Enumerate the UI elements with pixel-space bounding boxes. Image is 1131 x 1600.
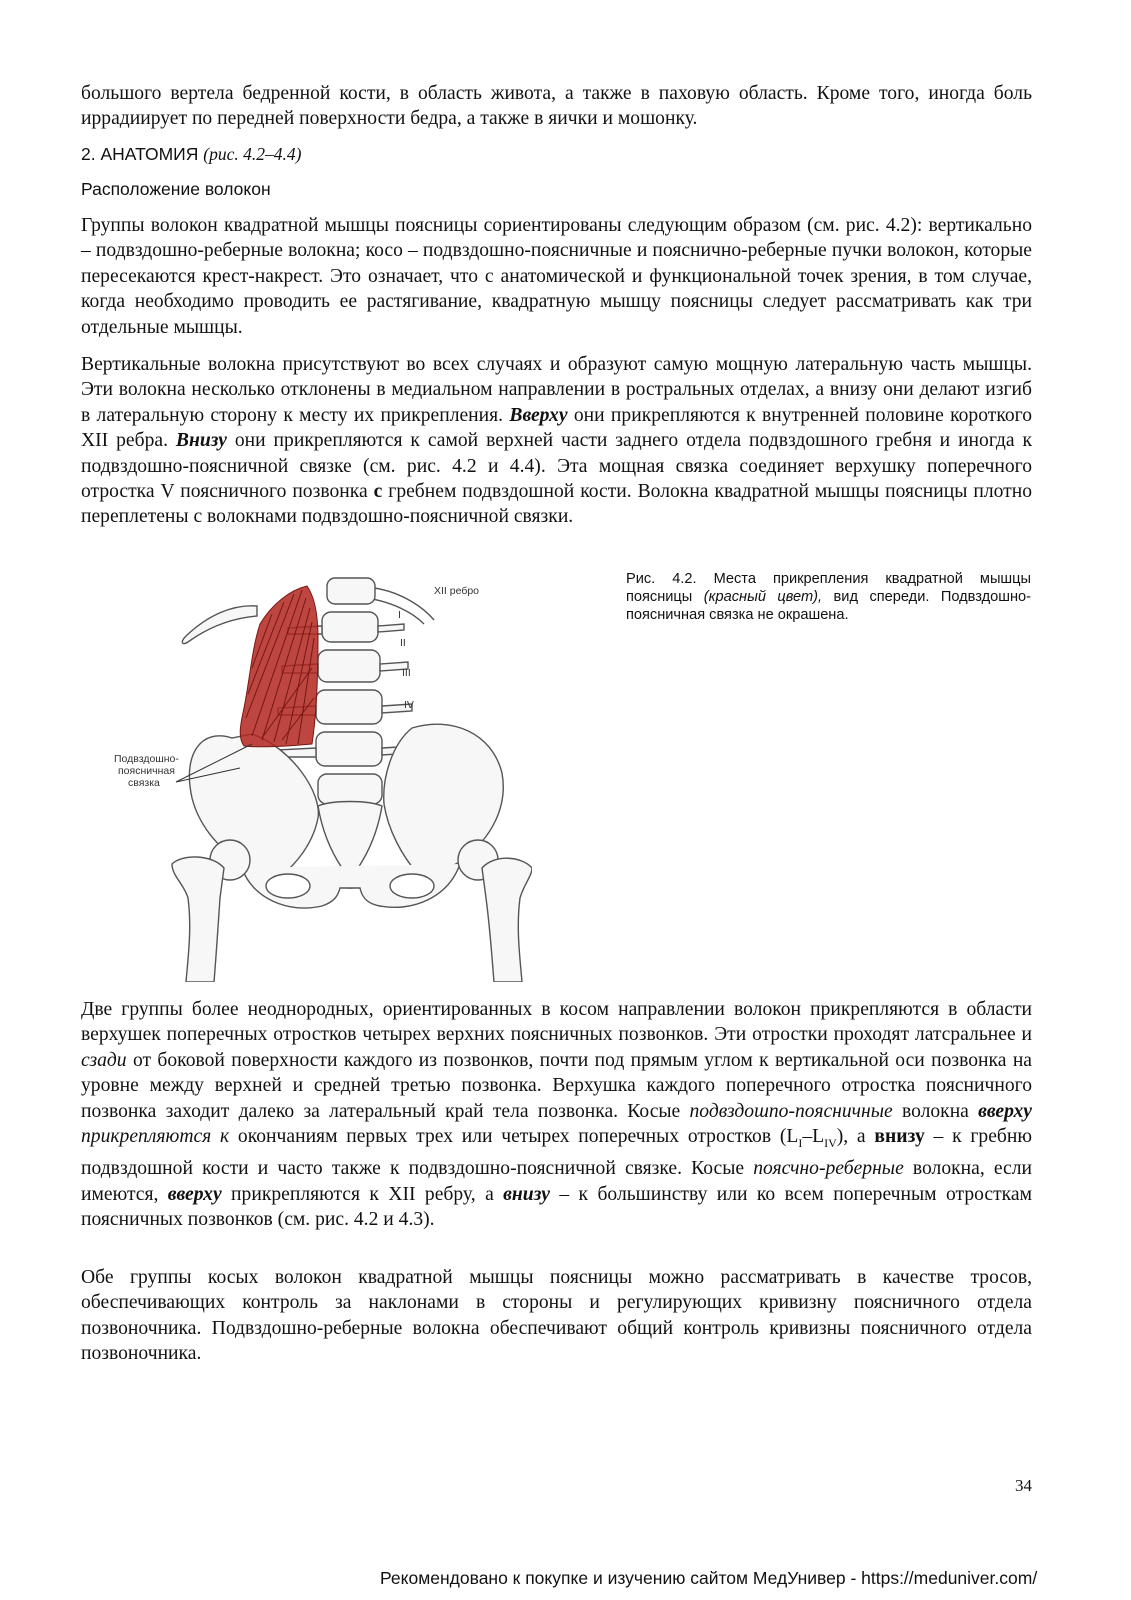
caption-text-2: вид спереди. Подвздошно-поясничная связка не окрашена. (626, 589, 1032, 623)
paragraph-1: Группы волокон квадратной мышцы поясницы сориентированы следующим образом (см. рис. 4.2): вертикально – подвздошно-реберные волокна; косо – подвздошно-поясничные и пояснично-реберные пучки волокон, которые пересекаются крест-накрест. Это означает, что с анатомической и функциональной точек зрения, в том случае, когда необходимо проводить ее растягивание, квадратную мышцу поясницы следует рассматривать как три отдельные мышцы. (81, 215, 1032, 338)
p3-subscript-2: IV (824, 1135, 837, 1150)
p2-text-3: они прикрепляются к самой верхней части заднего отдела подвздошного гребня и иногда к подвздошно-поясничной связке (см. рис. 4.2 и 4.4). Эта мощная связка соединяет верхушку поперечного отростка V поясничного позвонка (81, 430, 1032, 503)
right-femur (482, 858, 532, 982)
label-ligament-3: связка (128, 777, 160, 789)
rib-xii (182, 606, 257, 644)
caption-emphasis: (красный цвет), (703, 589, 823, 605)
p3-text-5: ), а (836, 1126, 875, 1148)
p3-text-8: прикрепляются к XII ребру, а (221, 1183, 504, 1205)
label-rib-xii: XII ребро (434, 585, 480, 597)
p3-text-6: – к гребню подвздошной кости и часто также к подвздошно-поясничной связке. Косые (81, 1126, 1032, 1180)
paragraph-2 (81, 352, 1032, 530)
vertebra-l4 (316, 732, 382, 766)
p3-emphasis-2: подвздошпо-поясничные (689, 1100, 893, 1122)
label-ligament-2: поясничная (118, 765, 175, 777)
p3-text-9: – к большинству или ко всем поперечным отросткам поясничных позвонков (см. рис. 4.2 и 4.3). (81, 1183, 1032, 1231)
paragraph-3 (81, 997, 1032, 1233)
section-figure-ref: (рис. 4.2–4.4) (203, 144, 302, 164)
vertebra-t12 (327, 578, 375, 604)
p3-emphasis-1: сзади (81, 1049, 127, 1071)
left-femur (172, 857, 224, 982)
section-subtitle: Расположение волокон (81, 179, 271, 199)
page-number: 34 (1015, 1476, 1032, 1495)
p2-bold-c: с (373, 481, 383, 503)
label-l1: I (398, 609, 401, 621)
section-heading (81, 143, 301, 165)
p3-bold-emphasis-3: внизу (503, 1183, 550, 1205)
p3-text-2: от боковой поверхности каждого из позвонков, почти под прямым углом к вертикальной оси позвонка на уровне между верхней и средней третью позвонка. Верхушка каждого поперечного отростка поясничного позвонка заходит далеко за латеральный край тела позвонка. Косые (81, 1049, 1032, 1122)
p3-subscript-1: I (798, 1135, 803, 1150)
p2-text-1: Вертикальные волокна присутствуют во всех случаях и образуют самую мощную латеральную часть мышцы. Эти волокна несколько отклонены в медиальном направлении в ростральных отделах, а внизу они делают изгиб в латеральную сторону к месту их прикрепления. (81, 354, 1032, 426)
p2-text-2: они прикрепляются к внутренней половине короткого XII ребра. (81, 404, 1032, 452)
p3-emphasis-3: прикрепляются к (81, 1126, 230, 1148)
anatomy-figure (112, 568, 532, 982)
caption-text-1: Рис. 4.2. Места прикрепления квадратной мышцы поясницы (626, 571, 1031, 605)
label-l2: II (400, 637, 406, 649)
p3-text-1: Две группы более неоднородных, ориентированных в косом направлении волокон прикрепляются в области верхушек поперечных отростков четырех верхних поясничных позвонков. Эти отростки проходят латсральнее и (81, 999, 1032, 1046)
vertebra-l3 (316, 690, 382, 724)
p3-text-3: волокна (892, 1100, 979, 1122)
figure-caption (626, 570, 1031, 624)
p3-bold-1: внизу (874, 1126, 925, 1148)
p2-text-4: гребнем подвздошной кости. Волокна квадратной мышцы поясницы плотно переплетены с волокнами подвздошно-поясничной связки. (81, 481, 1032, 528)
p2-emphasis-1: Вверху (509, 404, 568, 426)
intro-paragraph: большого вертела бедренной кости, в область живота, а также в паховую область. Кроме того, иногда боль иррадиирует по передней поверхности бедра, а также в яички и мошонку. (81, 83, 1032, 130)
p2-emphasis-2: Внизу (175, 430, 227, 452)
footer-recommendation: Рекомендовано к покупке и изучению сайтом МедУнивер - https://meduniver.com/ (380, 1568, 1038, 1588)
section-title: 2. АНАТОМИЯ (81, 144, 199, 164)
p3-bold-emphasis-2: вверху (167, 1183, 222, 1205)
p3-emphasis-4: поясчно-реберные (753, 1158, 904, 1180)
paragraph-4: Обе группы косых волокон квадратной мышцы поясницы можно рассматривать в качестве тросов, обеспечивающих контроль за наклонами в стороны и регулирующих кривизну поясничного отдела позвоночника. Подвздошно-реберные волокна обеспечивают общий контроль кривизны поясничного отдела позвоночника. (81, 1267, 1032, 1365)
label-ligament-1: Подвздошно- (114, 753, 179, 765)
pelvis-illustration (112, 568, 532, 982)
vertebra-l1 (322, 612, 378, 642)
p3-bold-emphasis-1: вверху (978, 1100, 1032, 1122)
vertebra-l2 (318, 650, 380, 682)
p3-dash: –L (802, 1126, 825, 1148)
vertebra-l5 (318, 774, 382, 804)
p3-text-4: окончаниям первых трех или четырех поперечных отростков (L (229, 1126, 799, 1148)
label-l3: III (402, 667, 411, 679)
p3-text-7: волокна, если имеются, (81, 1158, 1032, 1205)
sacrum (318, 802, 382, 869)
label-l4: IV (404, 699, 414, 711)
